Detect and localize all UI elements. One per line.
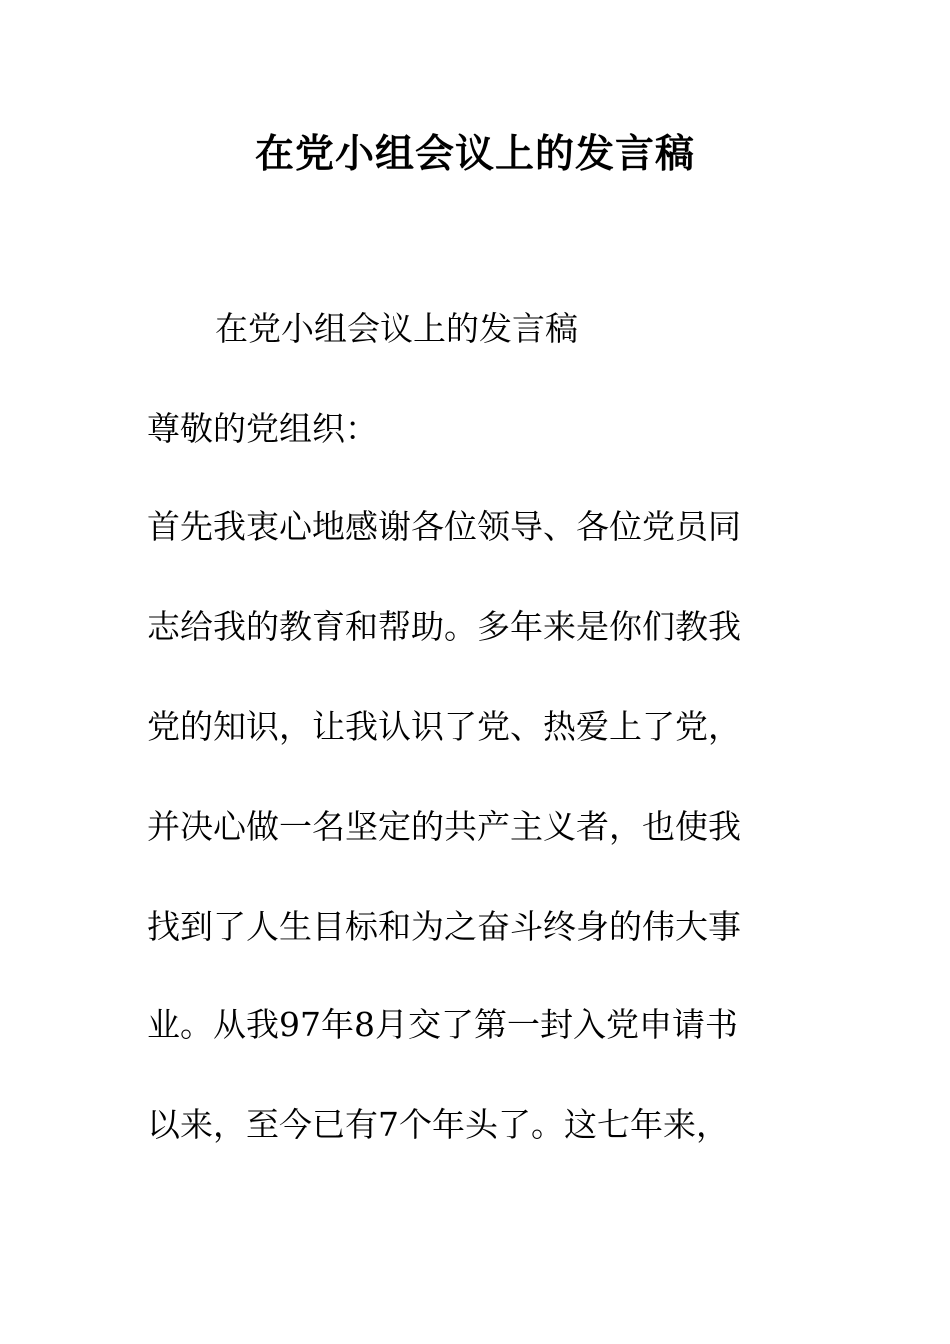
paragraph-line: 业。从我97年8月交了第一封入党申请书 [147, 1005, 738, 1044]
paragraph-line: 志给我的教育和帮助。多年来是你们教我 [147, 607, 741, 646]
document-title: 在党小组会议上的发言稿 [254, 131, 695, 177]
paragraph-line: 找到了人生目标和为之奋斗终身的伟大事 [147, 907, 741, 946]
salutation: 尊敬的党组织： [147, 409, 378, 448]
paragraph-line: 以来，至今已有7个年头了。这七年来， [147, 1105, 729, 1144]
paragraph-line: 首先我衷心地感谢各位领导、各位党员同 [147, 507, 741, 546]
paragraph-line: 党的知识，让我认识了党、热爱上了党， [147, 707, 741, 746]
paragraph-line: 并决心做一名坚定的共产主义者，也使我 [147, 807, 741, 846]
document-subtitle: 在党小组会议上的发言稿 [215, 309, 578, 348]
